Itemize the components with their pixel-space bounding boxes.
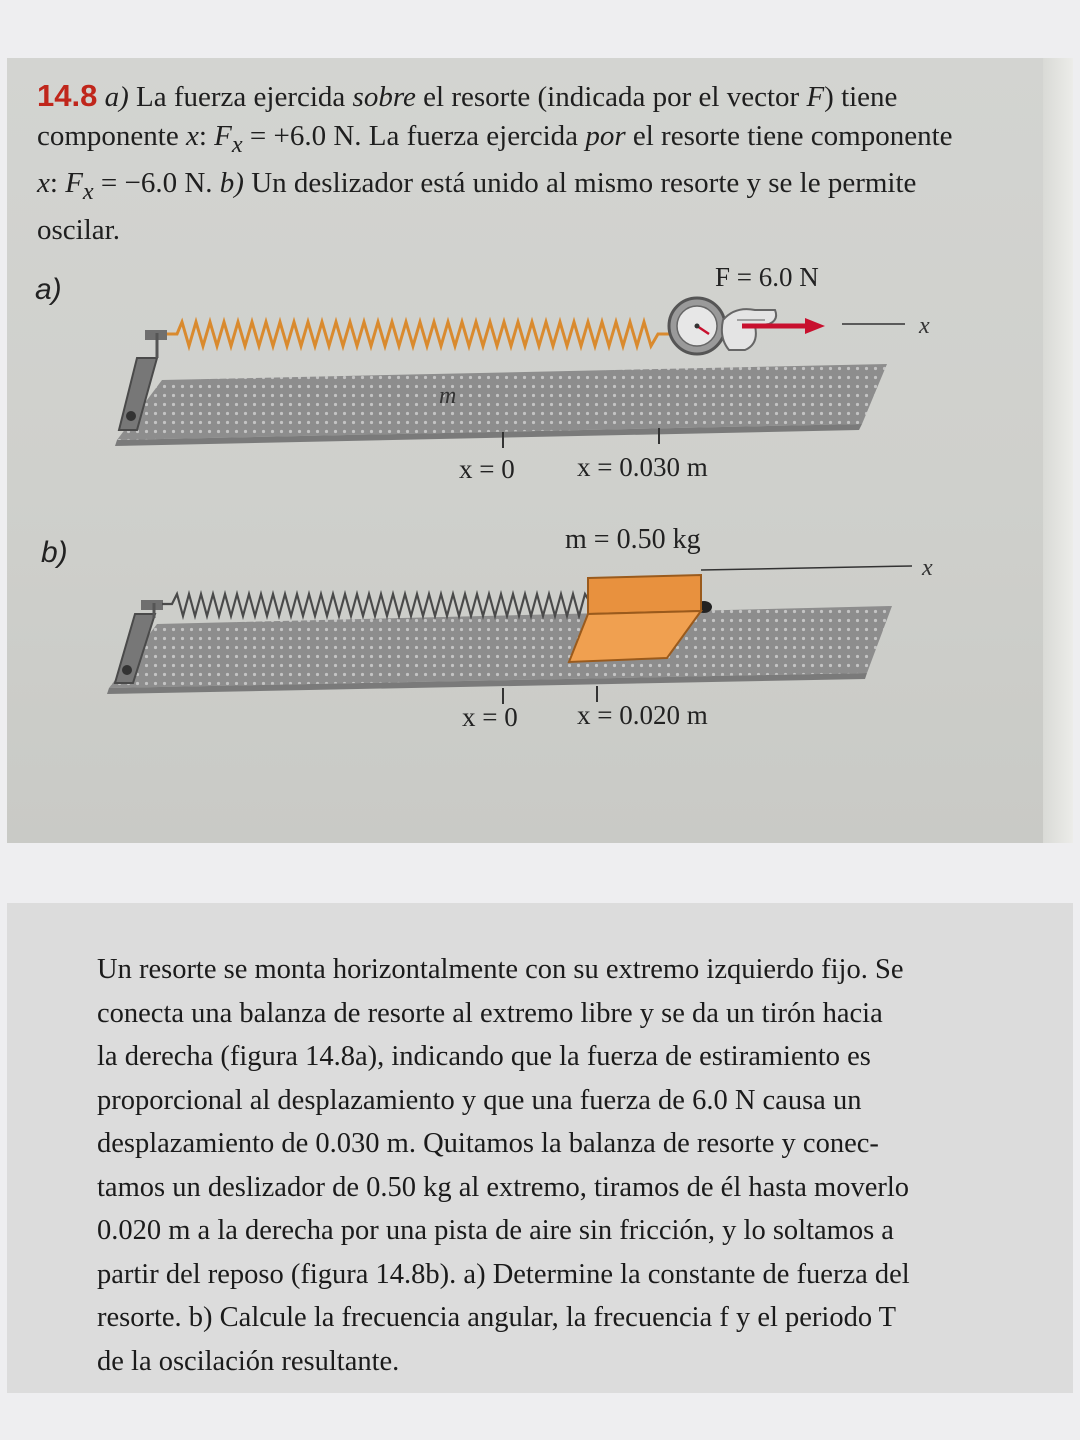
mass-label-a: m <box>439 383 457 409</box>
spring-b <box>162 594 601 616</box>
caption-text: el resorte (indicada por el vector <box>415 81 807 113</box>
caption-emph-sobre: sobre <box>352 81 416 113</box>
figure-photo <box>7 58 1073 843</box>
problem-line: tamos un deslizador de 0.50 kg al extremo, tiramos de él hasta moverlo <box>97 1171 910 1203</box>
spring-scale-icon <box>669 298 725 354</box>
x-axis-b <box>701 566 912 570</box>
caption-var-x: x <box>185 120 199 152</box>
caption-text: : <box>49 166 66 199</box>
caption-text: = −6.0 N. <box>93 166 220 199</box>
problem-line: proporcional al desplazamiento y que una fuerza de 6.0 N causa un <box>97 1084 862 1116</box>
problem-line: 0.020 m a la derecha por una pista de aire sin fricción, y lo soltamos a <box>97 1215 894 1246</box>
caption-var-f: F <box>214 120 232 152</box>
caption-part-b-label: b) <box>219 166 244 199</box>
caption-vector-f: F <box>806 81 825 113</box>
hand-icon <box>722 309 776 350</box>
problem-statement <box>97 948 1037 1383</box>
problem-line: de la oscilación resultante. <box>97 1345 400 1377</box>
problem-photo <box>7 903 1073 1393</box>
caption-emph-por: por <box>585 120 626 152</box>
problem-line: desplazamiento de 0.030 m. Quitamos la balanza de resorte y conec- <box>97 1128 879 1159</box>
figure-number: 14.8 <box>37 78 98 113</box>
x-axis-a-label: x <box>919 313 930 339</box>
caption-text: : <box>198 120 215 152</box>
caption-var-f: F <box>65 166 83 199</box>
force-label: F = 6.0 N <box>715 262 819 292</box>
caption-text: el resorte tiene componente <box>625 120 953 152</box>
tick-x1-a-label: x = 0.030 m <box>577 452 708 482</box>
caption-text: Un deslizador está unido al mismo resorte y se le permite oscilar. <box>37 166 917 246</box>
spring-a <box>167 322 669 346</box>
spring-diagrams <box>7 58 1073 843</box>
caption-sub-x: x <box>231 130 243 158</box>
caption-text: ) tiene componente <box>37 81 898 152</box>
problem-line: resorte. b) Calcule la frecuencia angular, la frecuencia f y el periodo T <box>97 1302 897 1333</box>
diagram-b-label: b) <box>41 536 68 569</box>
caption-text: = +6.0 N. La fuerza ejercida <box>242 120 586 152</box>
problem-line: partir del reposo (figura 14.8b). a) Determine la constante de fuerza del <box>97 1258 910 1290</box>
tick-x1-b-label: x = 0.020 m <box>577 700 708 730</box>
caption-sub-x: x <box>82 177 94 205</box>
caption-var-x: x <box>37 166 50 199</box>
diagram-a <box>115 262 930 484</box>
problem-line: la derecha (figura 14.8a), indicando que la fuerza de estiramiento es <box>97 1041 871 1072</box>
diagram-b <box>107 524 933 732</box>
x-axis-b-label: x <box>922 555 933 581</box>
tick-x0-b-label: x = 0 <box>462 702 518 732</box>
mass-label-b: m = 0.50 kg <box>565 524 701 555</box>
diagram-a-label: a) <box>35 273 62 306</box>
caption-part-a-label: a) <box>104 81 129 113</box>
problem-line: Un resorte se monta horizontalmente con su extremo izquierdo fijo. Se <box>97 954 904 985</box>
caption-text: La fuerza ejercida <box>128 81 353 113</box>
tick-x0-a-label: x = 0 <box>459 454 515 484</box>
problem-line: conecta una balanza de resorte al extremo libre y se da un tirón hacia <box>97 997 883 1029</box>
